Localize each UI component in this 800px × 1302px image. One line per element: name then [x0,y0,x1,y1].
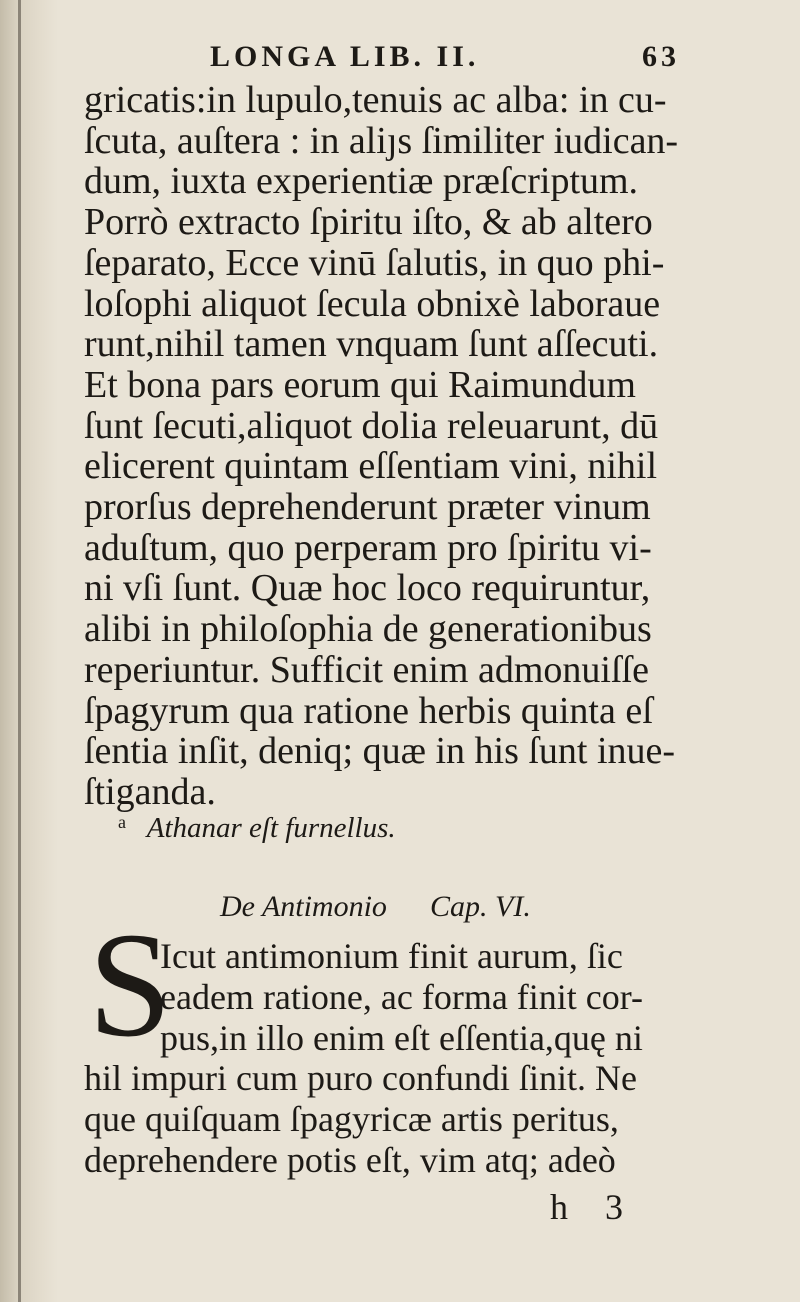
binding-edge [18,0,21,1302]
text-line: aduſtum, quo perperam pro ſpiritu vi- [84,526,652,569]
text-line: runt,nihil tamen vnquam ſunt aſſecuti. [84,323,659,366]
note-mark: a [118,812,126,832]
drop-initial: S [88,902,172,1068]
text-line: Icut antimonium finit aurum, ſic [160,936,623,976]
running-head [210,40,680,84]
text-line: prorſus deprehenderunt præter vinum [84,486,651,529]
text-line: ſunt ſecuti,aliquot dolia releuarunt, dū [84,404,659,447]
body-text [84,80,694,813]
marginal-note [118,812,678,845]
signature-mark: h 3 [550,1187,623,1227]
chapter-text [84,936,694,1181]
text-line: deprehendere potis eſt, vim atq; adeò [84,1139,616,1180]
text-line: eadem ratione, ac forma finit cor- [160,976,644,1017]
text-line: Et bona pars eorum qui Raimundum [84,363,636,406]
text-line: pus,in illo enim eſt eſſentia,quę ni [160,1017,643,1058]
running-head-title: LONGA LIB. II. [210,40,480,73]
text-line: hil impuri cum puro confundi ſinit. Ne [84,1058,637,1099]
text-line: ſtiganda. [84,770,216,813]
text-line: loſophi aliquot ſecula obnixè laboraue [84,282,661,325]
chapter-number: Cap. VI. [430,890,531,923]
text-line: ſeparato, Ecce vinū ſalutis, in quo phi- [84,241,665,284]
text-line: reperiuntur. Sufficit enim admonuiſſe [84,648,649,691]
text-line: Porrò extracto ſpiritu iſto, & ab altero [84,201,653,244]
chapter-subject: De Antimonio [220,890,387,923]
text-line: ſentia inſit, deniq; quæ in his ſunt inue- [84,730,676,773]
text-line: dum, iuxta experientiæ præſcriptum. [84,160,639,203]
text-line: gricatis:in lupulo,tenuis ac alba: in cu- [84,79,667,121]
text-line: ni vſi ſunt. Quæ hoc loco requiruntur, [84,567,651,610]
text-line: ſpagyrum qua ratione herbis quinta eſ [84,689,653,732]
text-line: que quiſquam ſpagyricæ artis peritus, [84,1099,619,1140]
book-spine-shadow [0,0,58,1302]
note-text: Athanar eſt furnellus. [146,812,396,844]
text-line: ſcuta, auſtera : in aliȷs ſimiliter iudican- [84,119,679,162]
page-number: 63 [642,40,680,73]
text-line: elicerent quintam eſſentiam vini, nihil [84,445,658,488]
book-page [60,0,800,1302]
text-line: alibi in philoſophia de generationibus [84,608,652,651]
